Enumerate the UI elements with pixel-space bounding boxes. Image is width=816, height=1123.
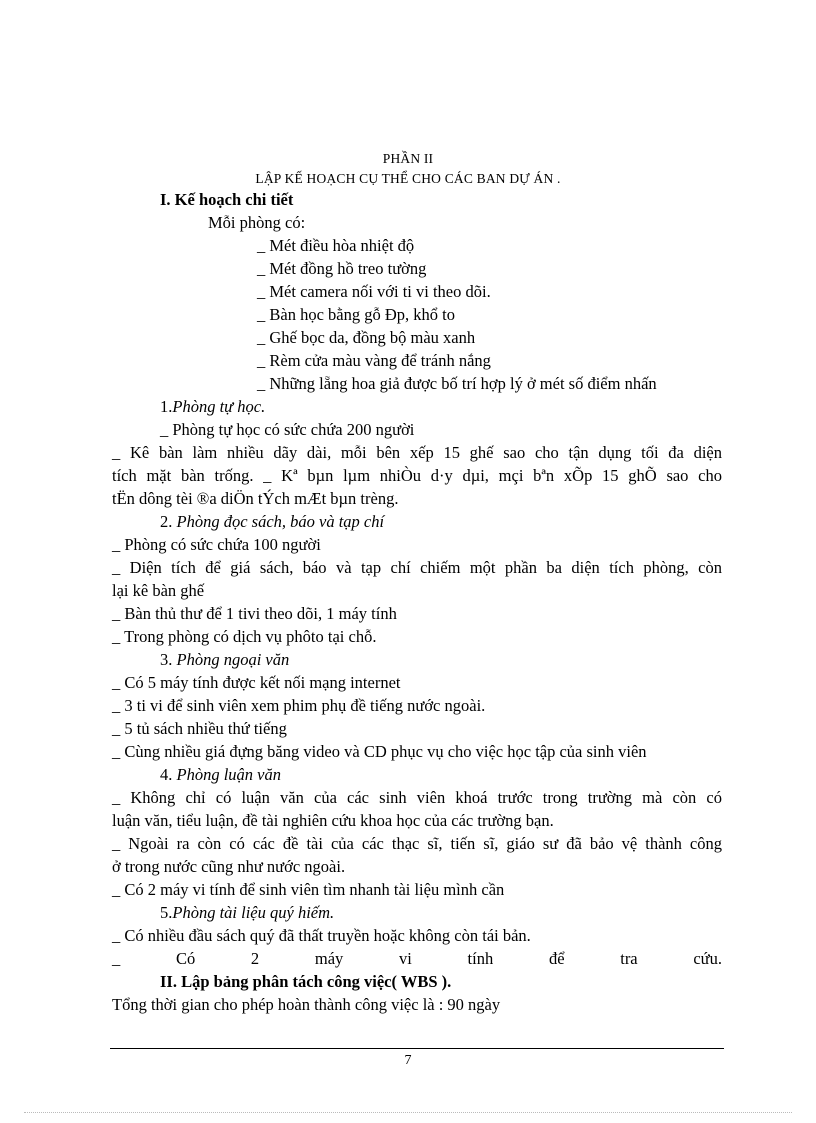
section1-intro: Mỗi phòng có: <box>208 213 306 232</box>
room3-title: Phòng ngoại văn <box>176 650 290 669</box>
room4-line: luận văn, tiểu luận, đề tài nghiên cứu khoa học của các trường bạn. <box>112 811 554 830</box>
room4-line: _ Không chỉ có luận văn của các sinh viên khoá trước trong trường mà còn có <box>112 788 722 807</box>
room5-heading <box>160 902 334 924</box>
room2-line: _ Phòng có sức chứa 100 người <box>112 535 321 554</box>
room5-line: _ Có 2 máy vi tính để tra cứu. <box>112 949 722 968</box>
page-number: 7 <box>404 1053 412 1068</box>
room1-number: 1. <box>160 397 173 416</box>
room3-line: _ 3 ti vi để sinh viên xem phim phụ đề tiếng nước ngoài. <box>112 696 486 715</box>
room5-line: _ Có nhiều đầu sách quý đã thất truyền hoặc không còn tái bản. <box>112 926 531 945</box>
equipment-item: _ Ghế bọc da, đồng bộ màu xanh <box>257 328 476 347</box>
room1-title: Phòng tự học. <box>172 397 266 416</box>
section2-title: II. Lập bảng phân tách công việc( WBS ). <box>160 972 452 991</box>
room5-title: Phòng tài liệu quý hiếm. <box>172 903 335 922</box>
room3-line: _ Có 5 máy tính được kết nối mạng internet <box>112 673 401 692</box>
part-heading: PHẦN II <box>382 151 434 166</box>
room1-capacity: _ Phòng tự học có sức chứa 200 người <box>160 420 415 439</box>
room4-line: ở trong nước cũng như nước ngoài. <box>112 857 346 876</box>
room4-title: Phòng luận văn <box>176 765 281 784</box>
room2-line: lại kê bàn ghế <box>112 581 205 600</box>
room5-number: 5. <box>160 903 173 922</box>
equipment-item: _ Mét camera nối với ti vi theo dõi. <box>257 282 491 301</box>
room4-heading <box>160 764 281 786</box>
room1-heading <box>160 396 265 418</box>
room2-line: _ Bàn thủ thư để 1 tivi theo dõi, 1 máy tính <box>112 604 397 623</box>
page-edge-divider <box>24 1112 792 1113</box>
room2-number: 2. <box>160 512 177 531</box>
room3-line: _ Cùng nhiều giá đựng băng video và CD phục vụ cho việc học tập của sinh viên <box>112 742 647 761</box>
room2-heading <box>160 511 384 533</box>
room3-heading <box>160 649 289 671</box>
room2-line: _ Diện tích để giá sách, báo và tạp chí chiếm một phần ba diện tích phòng, còn <box>112 558 722 577</box>
room3-line: _ 5 tủ sách nhiều thứ tiếng <box>112 719 287 738</box>
room1-paragraph-line: tích mặt bàn trống. _ Kª bµn lµm nhiÒu d·y dµi, mçi bªn xÕp 15 ghÕ sao cho <box>112 466 722 485</box>
equipment-item: _ Mét điều hòa nhiệt độ <box>257 236 415 255</box>
section1-title: I. Kế hoạch chi tiết <box>160 190 294 209</box>
footer-rule <box>110 1048 724 1049</box>
section2-total-time: Tổng thời gian cho phép hoàn thành công việc là : 90 ngày <box>112 995 501 1014</box>
room2-title: Phòng đọc sách, báo và tạp chí <box>176 512 385 531</box>
room3-number: 3. <box>160 650 177 669</box>
room1-paragraph-line: tËn dông tèi ®a diÖn tÝch mÆt bµn trèng. <box>112 489 399 508</box>
room4-number: 4. <box>160 765 177 784</box>
equipment-item: _ Rèm cửa màu vàng để tránh nắng <box>257 351 491 370</box>
equipment-item: _ Những lẵng hoa giả được bố trí hợp lý ở mét số điểm nhấn <box>257 374 657 393</box>
room2-line: _ Trong phòng có dịch vụ phôto tại chỗ. <box>112 627 377 646</box>
room1-paragraph-line: _ Kê bàn làm nhiều dãy dài, mỗi bên xếp 15 ghế sao cho tận dụng tối đa diện <box>112 443 722 462</box>
equipment-item: _ Mét đồng hồ treo tường <box>257 259 427 278</box>
room4-line: _ Ngoài ra còn có các đề tài của các thạc sĩ, tiến sĩ, giáo sư đã bảo vệ thành công <box>112 834 722 853</box>
part-subtitle: LẬP KẾ HOẠCH CỤ THỂ CHO CÁC BAN DỰ ÁN . <box>255 171 561 186</box>
equipment-item: _ Bàn học bằng gỗ Đp, khổ to <box>257 305 455 324</box>
room4-line: _ Có 2 máy vi tính để sinh viên tìm nhanh tài liệu mình cần <box>112 880 505 899</box>
